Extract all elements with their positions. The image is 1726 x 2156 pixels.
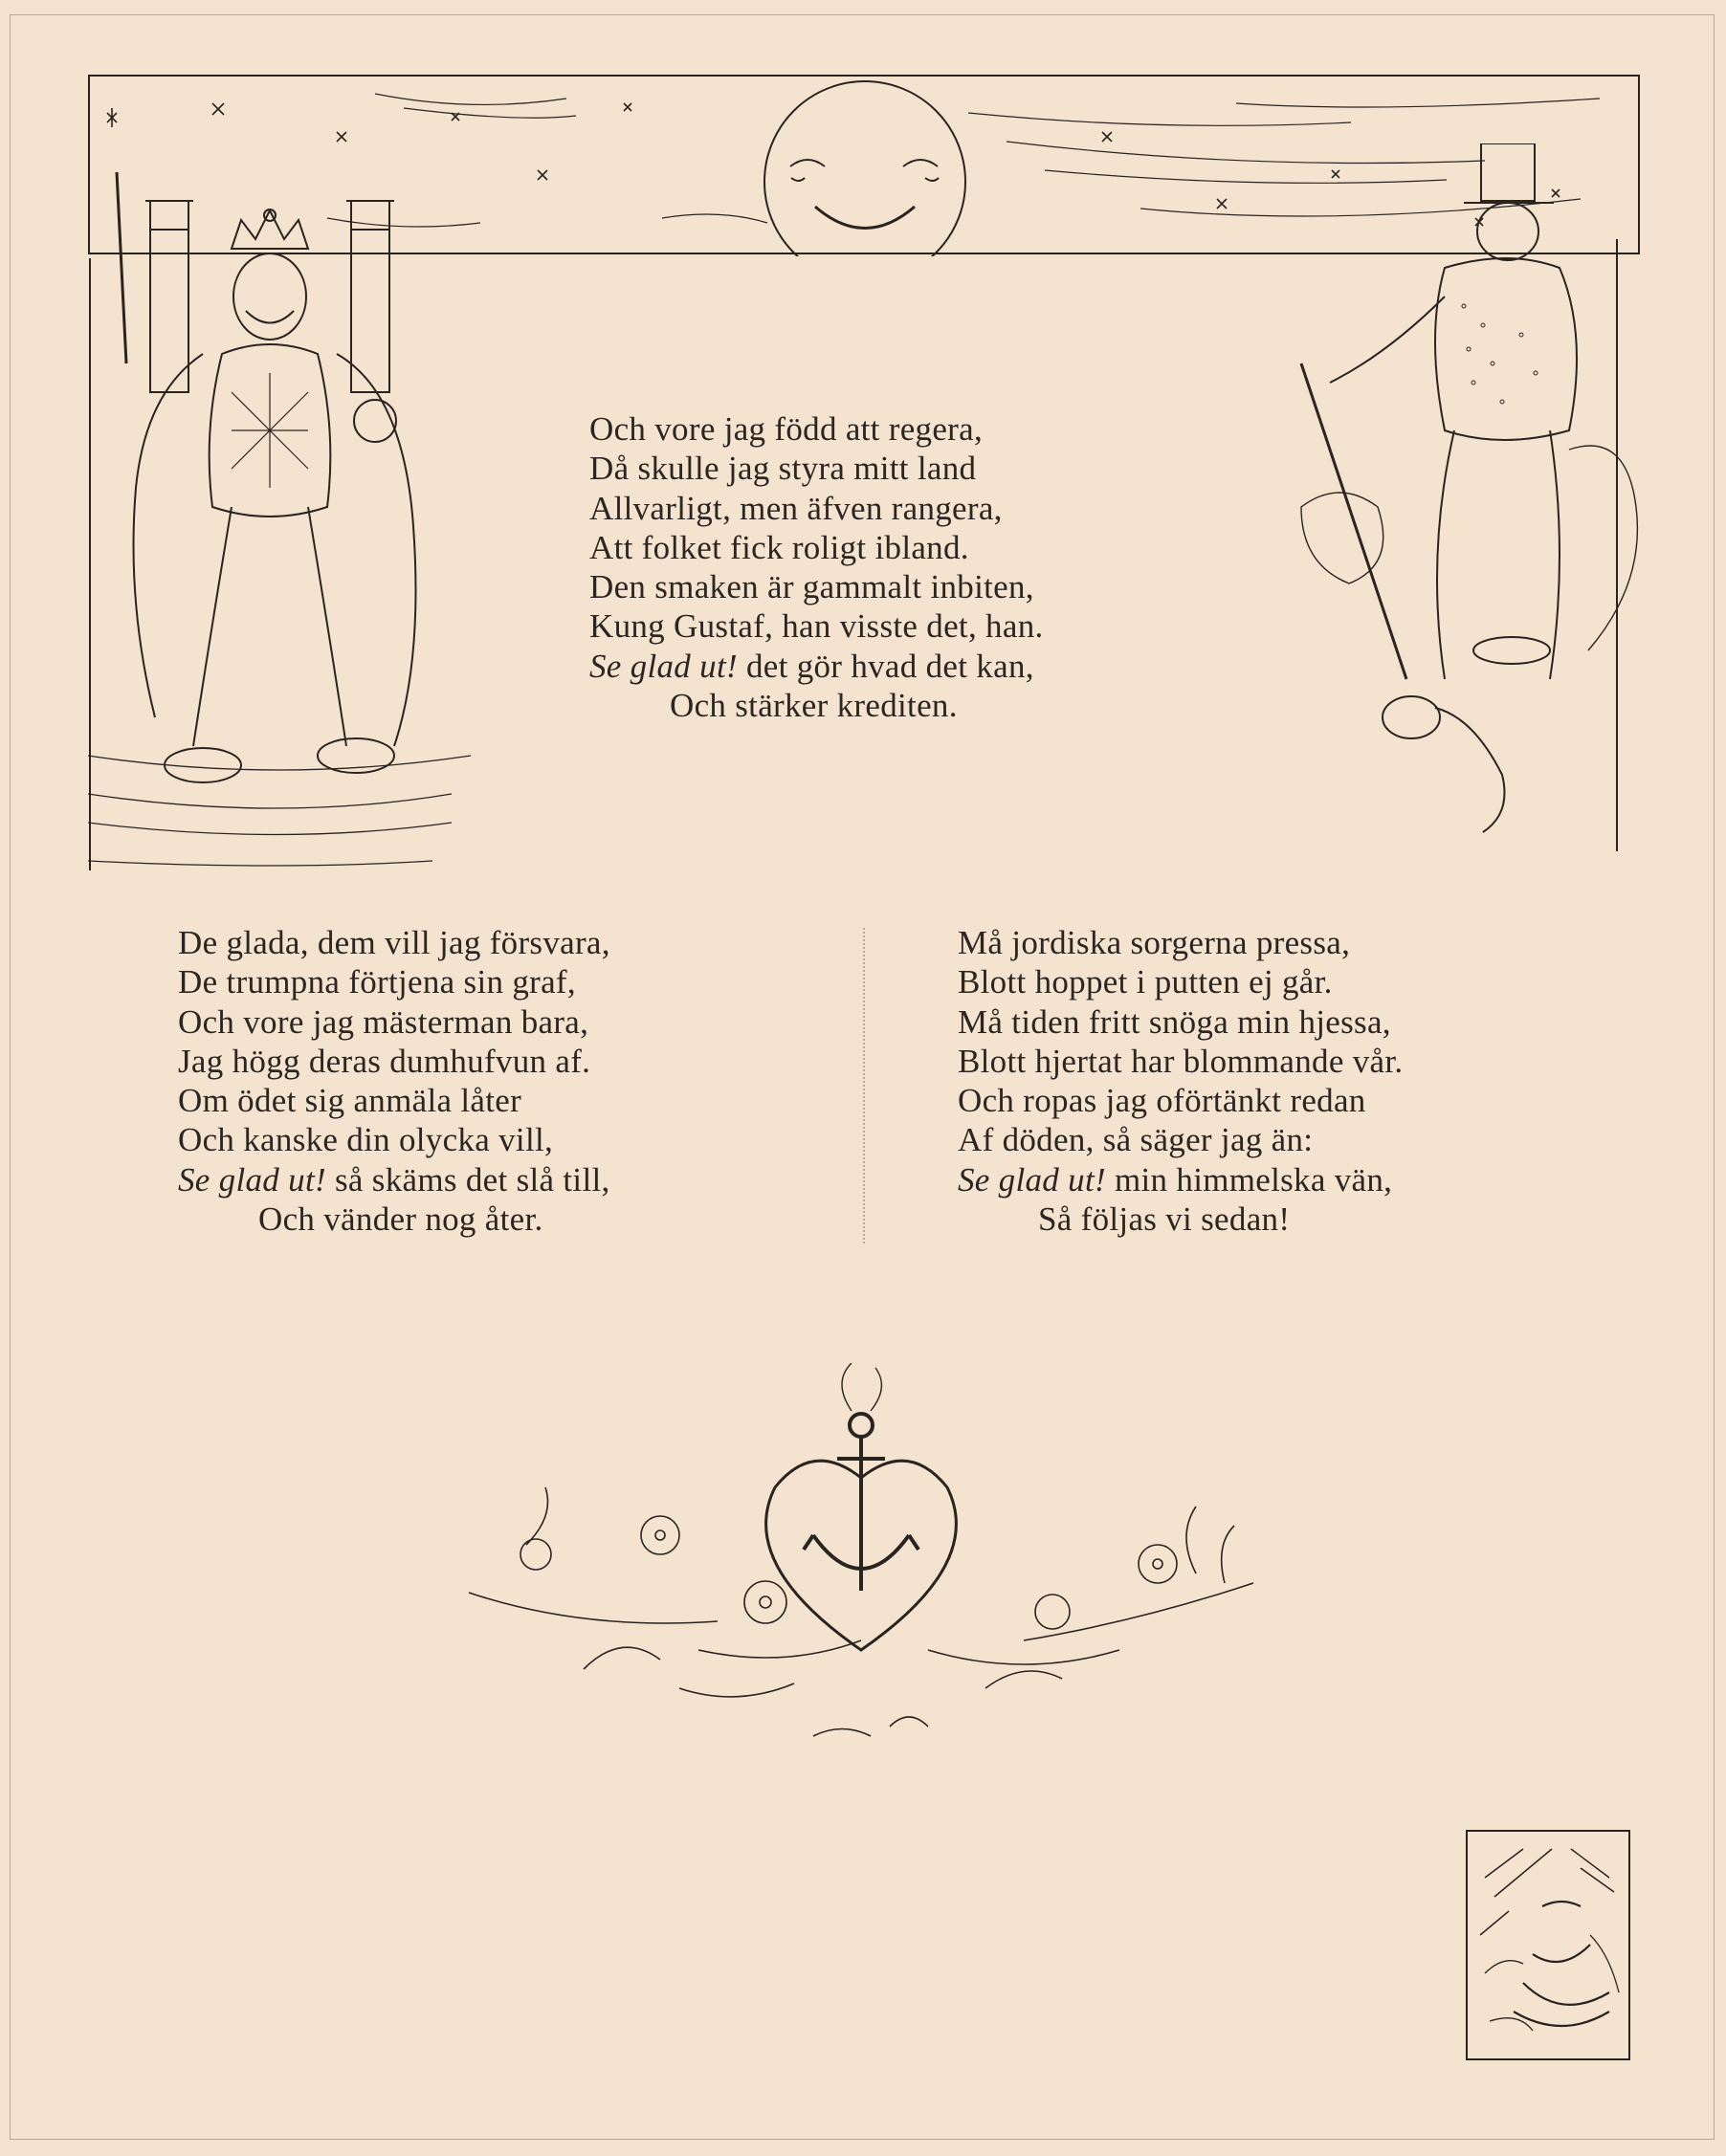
verse-line: Må jordiska sorgerna pressa, — [958, 924, 1351, 961]
verse-line: Kung Gustaf, han visste det, han. — [589, 607, 1044, 646]
refrain-line — [589, 647, 1044, 686]
verse-line: Och vore jag född att regera, — [589, 410, 984, 448]
verse-line: Om ödet sig anmäla låter — [178, 1082, 522, 1120]
verse-line: Blott hjertat har blommande vår. — [958, 1042, 1404, 1080]
refrain-text: min himmelska vän, — [1105, 1160, 1393, 1199]
closing-line: Och vänder nog åter. — [258, 1200, 543, 1239]
refrain-text: så skäms det slå till, — [325, 1160, 610, 1199]
bearded-man-portrait-sketch — [1466, 1830, 1632, 2062]
closing-line: Så följas vi sedan! — [1038, 1200, 1291, 1239]
verse-line: Då skulle jag styra mitt land — [589, 450, 977, 488]
verse-line: Af döden, så säger jag än: — [958, 1121, 1314, 1159]
king-on-throne-illustration — [88, 134, 490, 870]
column-divider — [863, 928, 865, 1243]
verse-line: Den smaken är gammalt inbiten, — [589, 568, 1034, 606]
refrain-emphasis: Se glad ut! — [178, 1160, 326, 1199]
verse-line: Och kanske din olycka vill, — [178, 1121, 554, 1159]
refrain-line — [178, 1160, 610, 1199]
top-hat-icon — [1464, 143, 1554, 203]
stanza-top — [589, 409, 1044, 725]
refrain-text: det gör hvad det kan, — [737, 647, 1034, 685]
stanza-right — [958, 923, 1403, 1239]
anchor-heart-with-flowers-vignette — [450, 1363, 1272, 1774]
verse-line: Blott hoppet i putten ej går. — [958, 963, 1333, 1001]
closing-line: Och stärker krediten. — [670, 687, 958, 725]
verse-line: De trumpna förtjena sin graf, — [178, 963, 576, 1001]
stanza-left — [178, 923, 610, 1239]
refrain-line — [958, 1160, 1403, 1199]
gravedigger-with-spade-illustration — [1282, 143, 1646, 851]
refrain-emphasis: Se glad ut! — [589, 647, 738, 685]
dotted-vest-icon — [1462, 304, 1538, 404]
crown-icon — [232, 209, 308, 249]
anchor-icon — [804, 1414, 918, 1591]
verse-line: De glada, dem vill jag försvara, — [178, 924, 610, 961]
verse-line: Att folket fick roligt ibland. — [589, 528, 969, 566]
verse-line: Jag högg deras dumhufvun af. — [178, 1042, 591, 1080]
verse-line: Må tiden fritt snöga min hjessa, — [958, 1002, 1391, 1041]
verse-line: Och vore jag mästerman bara, — [178, 1002, 589, 1041]
refrain-emphasis: Se glad ut! — [958, 1160, 1106, 1199]
verse-line: Allvarligt, men äfven rangera, — [589, 489, 1003, 527]
sun-icon — [764, 81, 965, 256]
verse-line: Och ropas jag oförtänkt redan — [958, 1082, 1366, 1120]
